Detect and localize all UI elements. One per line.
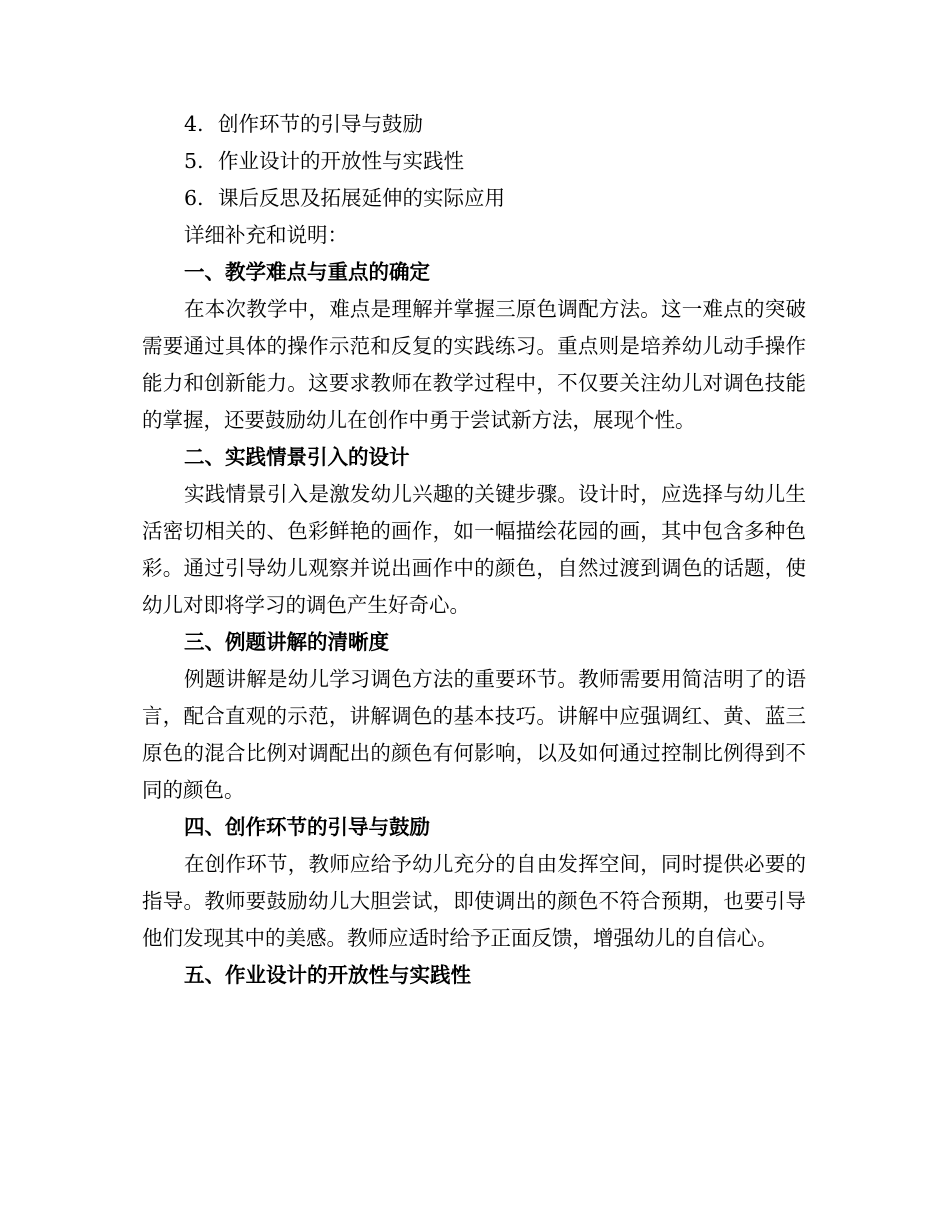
section-body: 实践情景引入是激发幼儿兴趣的关键步骤。设计时，应选择与幼儿生活密切相关的、色彩鲜艳的画作，如一幅描绘花园的画，其中包含多种色彩。通过引导幼儿观察并说出画作中的颜色，自然过渡到调色的话题，使幼儿对即将学习的调色产生好奇心。: [142, 482, 806, 617]
list-text: 作业设计的开放性与实践性: [218, 149, 464, 173]
list-number: 4.: [184, 112, 204, 136]
list-item: [142, 180, 806, 217]
section-body: 在本次教学中，难点是理解并掌握三原色调配方法。这一难点的突破需要通过具体的操作示范和反复的实践练习。重点则是培养幼儿动手操作能力和创新能力。这要求教师在教学过程中，不仅要关注幼儿对调色技能的掌握，还要鼓励幼儿在创作中勇于尝试新方法，展现个性。: [142, 297, 806, 432]
section-heading: 四、创作环节的引导与鼓励: [184, 815, 430, 839]
list-number: 6.: [184, 186, 204, 210]
document-page: [142, 106, 806, 994]
list-text: 课后反思及拓展延伸的实际应用: [218, 186, 505, 210]
list-item: [142, 106, 806, 143]
section-heading: 二、实践情景引入的设计: [184, 445, 410, 469]
list-text: 创作环节的引导与鼓励: [218, 112, 423, 136]
section-body: 在创作环节，教师应给予幼儿充分的自由发挥空间，同时提供必要的指导。教师要鼓励幼儿大胆尝试，即使调出的颜色不符合预期，也要引导他们发现其中的美感。教师应适时给予正面反馈，增强幼儿的自信心。: [142, 852, 806, 950]
section-heading: 五、作业设计的开放性与实践性: [184, 963, 471, 987]
section-heading: 三、例题讲解的清晰度: [184, 630, 389, 654]
section-heading: 一、教学难点与重点的确定: [184, 260, 430, 284]
list-item: [142, 143, 806, 180]
list-number: 5.: [184, 149, 204, 173]
section-body: 例题讲解是幼儿学习调色方法的重要环节。教师需要用简洁明了的语言，配合直观的示范，讲解调色的基本技巧。讲解中应强调红、黄、蓝三原色的混合比例对调配出的颜色有何影响，以及如何通过控制比例得到不同的颜色。: [142, 667, 806, 802]
intro-text: 详细补充和说明：: [184, 223, 348, 247]
